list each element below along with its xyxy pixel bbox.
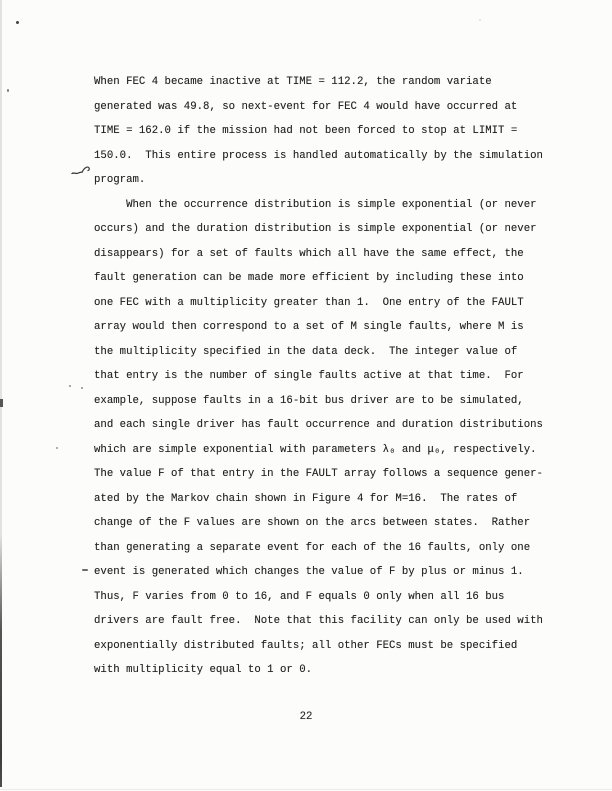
text-line-9: fault generation can be made more efficient by including these into (94, 272, 524, 284)
text-line-15: and each single driver has fault occurrence and duration distributions (94, 419, 543, 431)
text-line-13: that entry is the number of single faults active at that time. For (94, 370, 524, 382)
text-block (94, 70, 543, 683)
text-line-14: example, suppose faults in a 16-bit bus driver are to be simulated, (94, 394, 524, 407)
pencil-dash-mark (82, 569, 88, 571)
text-line-16: which are simple exponential with parameters λ₀ and μ₀, respectively. (94, 443, 537, 456)
ink-speck (69, 385, 71, 387)
text-line-8: disappears) for a set of faults which all have the same effect, the (94, 247, 524, 260)
page-number: 22 (299, 711, 313, 723)
text-line-3: TIME = 162.0 if the mission had not been forced to stop at LIMIT = (94, 125, 518, 137)
text-line-4: 150.0. This entire process is handled automatically by the simulation (94, 149, 543, 162)
text-line-5: program. (94, 174, 146, 186)
text-line-19: change of the F values are shown on the arcs between states. Rather (94, 517, 531, 529)
text-line-18: ated by the Markov chain shown in Figure 4 for M=16. The rates of (94, 492, 518, 505)
text-line-11: array would then correspond to a set of M single faults, where M is (94, 321, 524, 333)
ink-speck (479, 19, 481, 21)
text-line-25: with multiplicity equal to 1 or 0. (94, 664, 313, 676)
text-line-12: the multiplicity specified in the data deck. The integer value of (94, 345, 518, 358)
handwritten-squiggle-mark (71, 163, 93, 179)
text-line-17: The value F of that entry in the FAULT array follows a sequence gener- (94, 468, 543, 480)
ink-speck (7, 89, 9, 92)
text-line-20: than generating a separate event for each of the 16 faults, only one (94, 541, 531, 554)
ink-speck (81, 387, 83, 389)
text-line-23: drivers are fault free. Note that this facility can only be used with (94, 615, 543, 627)
text-line-22: Thus, F varies from 0 to 16, and F equals 0 only when all 16 bus (94, 590, 505, 603)
scan-bottom-line (0, 789, 612, 790)
scan-edge-line (0, 0, 2, 787)
text-line-6: When the occurrence distribution is simple exponential (or never (94, 198, 537, 211)
text-line-24: exponentially distributed faults; all other FECs must be specified (94, 639, 518, 652)
text-line-7: occurs) and the duration distribution is simple exponential (or never (94, 223, 537, 235)
scan-edge-blip (0, 399, 3, 407)
text-line-2: generated was 49.8, so next-event for FEC 4 would have occurred at (94, 100, 518, 113)
ink-speck (16, 21, 19, 24)
text-line-1: When FEC 4 became inactive at TIME = 112.2, the random variate (94, 76, 492, 88)
text-line-10: one FEC with a multiplicity greater than 1. One entry of the FAULT (94, 296, 524, 309)
text-line-21: event is generated which changes the value of F by plus or minus 1. (94, 566, 524, 578)
ink-speck (56, 447, 58, 449)
